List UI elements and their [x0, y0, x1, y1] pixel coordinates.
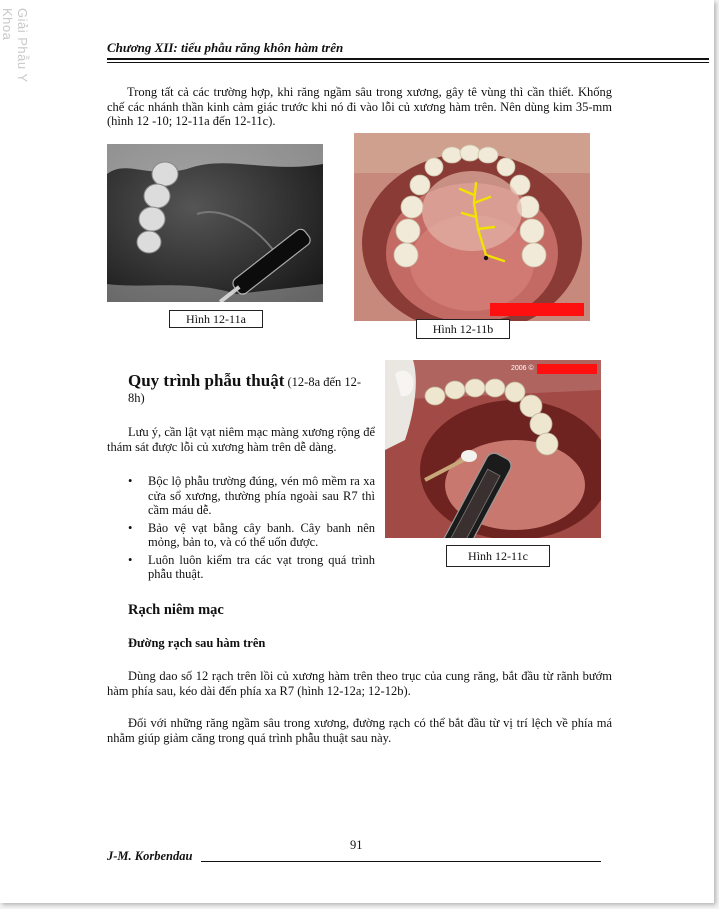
incision-heading: Rạch niêm mạc: [128, 602, 224, 618]
page-number: 91: [350, 838, 363, 852]
footer-rule: [201, 861, 601, 862]
figure-12-11a-photo: [107, 144, 323, 302]
incision-paragraph-2: Đối với những răng ngầm sâu trong xương, đường rạch có thể bắt đầu từ vị trí lệch về phía má nhằm giúp giảm căng trong quá trình phẫu thuật sau này.: [107, 716, 612, 745]
figure-12-11c-photo: [385, 360, 601, 538]
section-title: [128, 373, 376, 406]
header-rule: [107, 58, 709, 60]
incision-subheading: Đường rạch sau hàm trên: [128, 636, 266, 650]
list-item: [128, 521, 375, 550]
figure-caption-12-11a: Hình 12-11a: [169, 310, 263, 328]
copyright-stamp: 2006 ©: [511, 365, 534, 372]
list-item-text: Bộc lộ phẫu trường đúng, vén mô mềm ra xa cửa sổ xương, thường phía ngoài sau R7 thì cầm máu dễ.: [148, 474, 375, 517]
watermark-text: Giải Phẫu Y Khoa: [0, 8, 30, 83]
intro-paragraph: Trong tất cả các trường hợp, khi răng ngầm sâu trong xương, gây tê vùng thì cần thiết. Khống chế các nhánh thần kinh cảm giác trước khi nó đi vào lỗi củ xương hàm trên. Nên dùng kim 35-mm (hình 12 -10; 12-11a đến 12-11c).: [107, 85, 612, 128]
incision-paragraph-1: Dùng dao số 12 rạch trên lồi củ xương hàm trên theo trục của cung răng, bắt đầu từ rãnh bướm hàm phía sau, kéo dài đến phía xa R7 (hình 12-12a; 12-12b).: [107, 669, 612, 698]
chapter-title: Chương XII: tiểu phẫu răng khôn hàm trên: [107, 40, 344, 55]
section-title-ref: (12-8a đến 12-8h): [128, 375, 362, 405]
figure-caption-12-11c: Hình 12-11c: [446, 545, 550, 567]
figure-caption-12-11b: Hình 12-11b: [416, 319, 510, 339]
list-item-text: Luôn luôn kiểm tra các vạt trong quá trình phẫu thuật.: [148, 552, 375, 581]
bullet-icon: •: [128, 474, 133, 488]
list-item: [128, 553, 375, 582]
list-item: [128, 474, 375, 518]
bullet-icon: •: [128, 520, 133, 535]
header-rule-thin: [107, 62, 709, 63]
list-item-text: Bảo vệ vạt bằng cây banh. Cây banh nên mỏng, bản to, và có thể uốn được.: [148, 520, 375, 549]
section-title-main: Quy trình phẫu thuật: [128, 371, 285, 390]
footer-author: J-M. Korbendau: [107, 849, 193, 863]
bullet-icon: •: [128, 552, 133, 567]
figure-12-11b-photo: [354, 133, 590, 321]
section-paragraph: Lưu ý, cần lật vạt niêm mạc màng xương rộng để thám sát được lỗi củ xương hàm trên dễ dàng.: [107, 425, 375, 454]
procedure-bullet-list: [128, 474, 375, 585]
